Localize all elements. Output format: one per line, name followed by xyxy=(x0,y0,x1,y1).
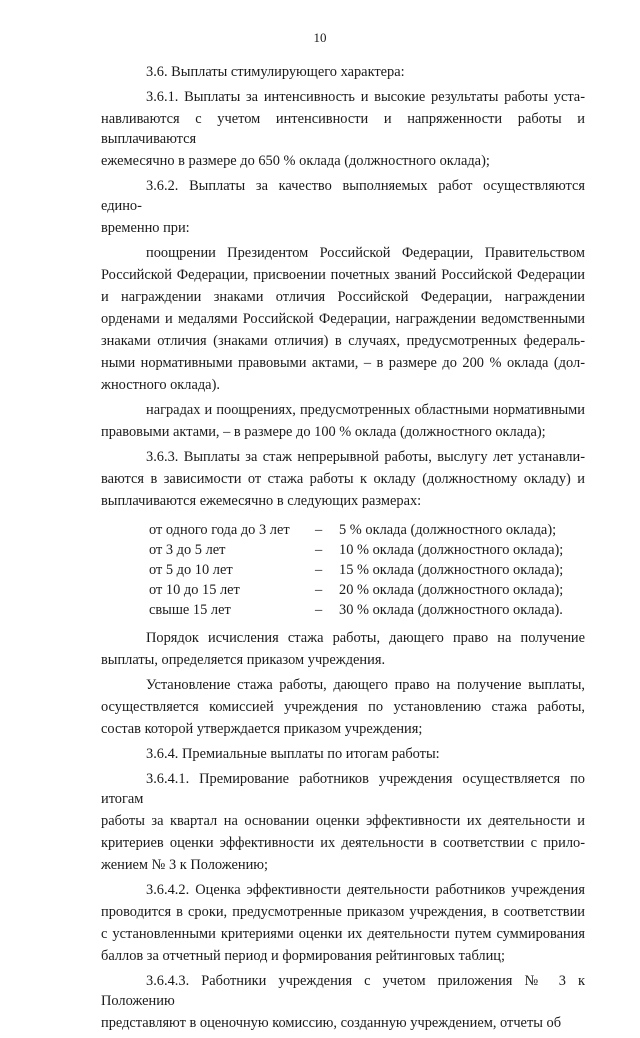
seniority-rates-table xyxy=(149,520,585,620)
rate-row xyxy=(149,540,585,560)
paragraph-line: Российской Федерации, присвоении почетных званий Российской Федерации xyxy=(101,267,585,283)
paragraph-line: критериев оценки эффективности их деятельности в соответствии с прило- xyxy=(101,835,585,851)
paragraphs-top xyxy=(101,62,585,516)
paragraph-line: правовыми актами, – в размере до 100 % оклада (должностного оклада); xyxy=(101,424,546,440)
rate-dash: – xyxy=(315,582,323,598)
rate-period: от 10 до 15 лет xyxy=(149,582,240,598)
rate-dash: – xyxy=(315,602,323,618)
rate-value: 15 % оклада (должностного оклада); xyxy=(339,562,564,578)
rate-value: 5 % оклада (должностного оклада); xyxy=(339,522,557,538)
paragraph-line: с установленными критериями оценки их деятельности путем суммирования xyxy=(101,926,585,942)
paragraph-line: ными нормативными правовыми актами, – в размере до 200 % оклада (дол- xyxy=(101,355,585,371)
rate-dash: – xyxy=(315,522,323,538)
paragraph-line: 3.6.4.1. Премирование работников учреждения осуществляется по итогам xyxy=(101,771,585,807)
paragraph-line: наградах и поощрениях, предусмотренных областными нормативными xyxy=(146,402,585,418)
paragraph-line: знаками отличия (знаками отличия) в случаях, предусмотренных федераль- xyxy=(101,333,585,349)
paragraph-line: Порядок исчисления стажа работы, дающего право на получение xyxy=(146,630,585,646)
paragraph-line: осуществляется комиссией учреждения по установлению стажа работы, xyxy=(101,699,585,715)
paragraph-line: представляют в оценочную комиссию, созданную учреждением, отчеты об xyxy=(101,1015,562,1031)
paragraph-line: выплаты, определяется приказом учреждения. xyxy=(101,652,386,668)
paragraph-line: 3.6.3. Выплаты за стаж непрерывной работы, выслугу лет устанавли- xyxy=(146,449,585,465)
rate-row xyxy=(149,520,585,540)
paragraph-line: временно при: xyxy=(101,220,190,236)
paragraph-line: поощрении Президентом Российской Федерации, Правительством xyxy=(146,245,585,261)
rate-period: от 5 до 10 лет xyxy=(149,562,233,578)
rate-row xyxy=(149,580,585,600)
paragraph-line: проводится в сроки, предусмотренные приказом учреждения, в соответствии xyxy=(101,904,585,920)
paragraph-line: жностного оклада). xyxy=(101,377,220,393)
paragraph-line: работы за квартал на основании оценки эффективности их деятельности и xyxy=(101,813,585,829)
rate-row xyxy=(149,560,585,580)
paragraph-line: 3.6.4.2. Оценка эффективности деятельности работников учреждения xyxy=(146,882,585,898)
paragraph-line: 3.6.2. Выплаты за качество выполняемых работ осуществляются едино- xyxy=(101,178,585,214)
rate-period: от 3 до 5 лет xyxy=(149,542,226,558)
paragraph-line: орденами и медалями Российской Федерации, награждении ведомственными xyxy=(101,311,585,327)
paragraph-line: 3.6. Выплаты стимулирующего характера: xyxy=(146,64,405,80)
paragraphs-bottom xyxy=(101,628,585,1038)
rate-period: от одного года до 3 лет xyxy=(149,522,290,538)
paragraph-line: 3.6.4.3. Работники учреждения с учетом приложения № 3 к Положению xyxy=(101,973,585,1009)
document-body xyxy=(101,62,585,1038)
paragraph-line: 3.6.1. Выплаты за интенсивность и высокие результаты работы уста- xyxy=(146,89,585,105)
paragraph-line: баллов за отчетный период и формирования рейтинговых таблиц; xyxy=(101,948,505,964)
paragraph-line: состав которой утверждается приказом учреждения; xyxy=(101,721,423,737)
paragraph-line: ежемесячно в размере до 650 % оклада (должностного оклада); xyxy=(101,153,490,169)
rate-dash: – xyxy=(315,542,323,558)
paragraph-line: и награждении знаками отличия Российской Федерации, награждении xyxy=(101,289,585,305)
paragraph-line: Установление стажа работы, дающего право на получение выплаты, xyxy=(146,677,585,693)
rate-value: 30 % оклада (должностного оклада). xyxy=(339,602,563,618)
rate-row xyxy=(149,600,585,620)
rate-value: 10 % оклада (должностного оклада); xyxy=(339,542,564,558)
rate-dash: – xyxy=(315,562,323,578)
page-number: 10 xyxy=(313,30,327,45)
paragraph-line: навливаются с учетом интенсивности и напряженности работы и выплачиваются xyxy=(101,111,585,147)
paragraph-line: 3.6.4. Премиальные выплаты по итогам работы: xyxy=(146,746,440,762)
rate-value: 20 % оклада (должностного оклада); xyxy=(339,582,564,598)
paragraph-line: выплачиваются ежемесячно в следующих размерах: xyxy=(101,493,422,509)
rate-period: свыше 15 лет xyxy=(149,602,231,618)
paragraph-line: ваются в зависимости от стажа работы к окладу (должностному окладу) и xyxy=(101,471,585,487)
paragraph-line: жением № 3 к Положению; xyxy=(101,857,269,873)
